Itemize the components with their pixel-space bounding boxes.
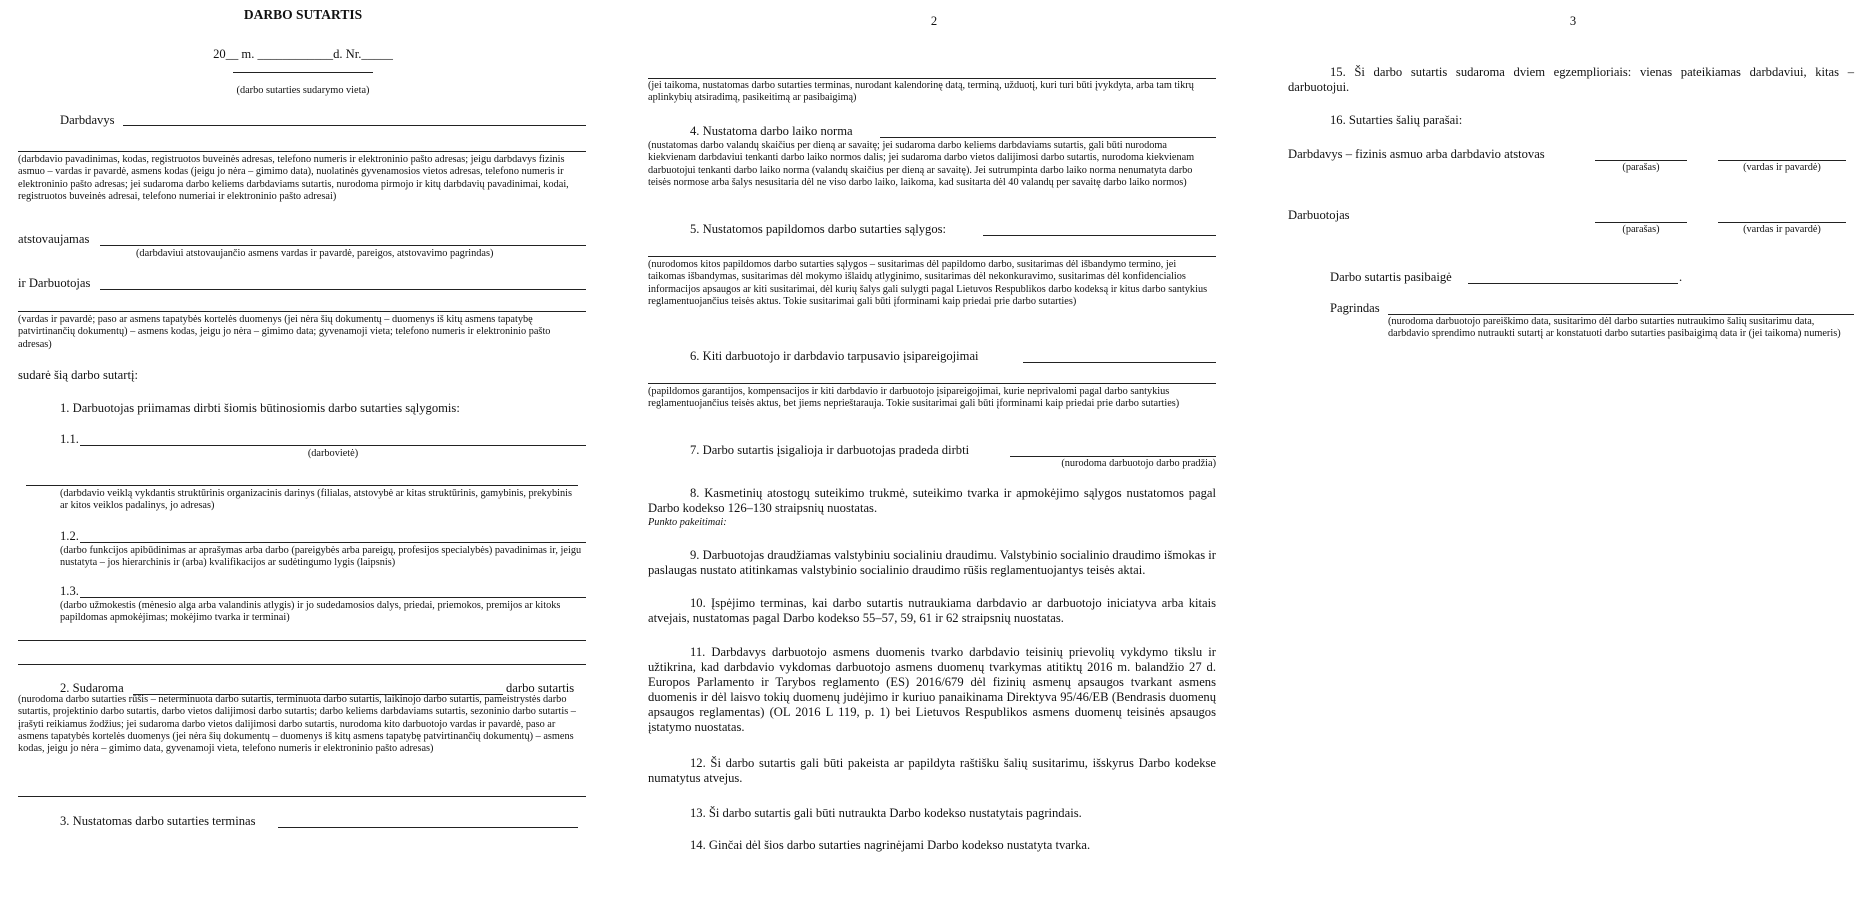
place-line [233, 72, 373, 73]
clause-1: 1. Darbuotojas priimamas dirbti šiomis būtinosiomis darbo sutarties sąlygomis: [60, 401, 460, 415]
basis-label: Pagrindas [1330, 301, 1380, 315]
clause-9: 9. Darbuotojas draudžiamas valstybiniu socialiniu draudimu. Valstybinio socialinio draudimo išmokas ir paslaugas nustato atitinkamas valstybinio socialinio draudimo rūšis reglamentuojantys teisės aktai. [648, 548, 1216, 577]
contract-date-line: 20__ m. ____________d. Nr._____ [213, 47, 393, 61]
blank-line-2 [18, 664, 586, 665]
employee-sign-label: Darbuotojas [1288, 208, 1350, 222]
blank-line-1 [18, 640, 586, 641]
clause-13: 13. Ši darbo sutartis gali būti nutraukta Darbo kodekso nustatytais pagrindais. [690, 806, 1082, 820]
clause-1-1: 1.1. [60, 432, 79, 446]
term-line-2 [648, 78, 1216, 79]
employer-label: Darbdavys [60, 113, 115, 127]
clause-2-suffix: darbo sutartis [506, 681, 575, 695]
clause-8: 8. Kasmetinių atostogų suteikimo trukmė, suteikimo tvarka ir apmokėjimo sąlygos nustatomos pagal Darbo kodekso 126–130 straipsnių nuostatas. [648, 486, 1216, 515]
employee-signature-caption: (parašas) [1622, 224, 1660, 235]
contract-title: DARBO SUTARTIS [243, 7, 363, 22]
clause-1-2: 1.2. [60, 529, 79, 543]
page-number-3: 3 [1569, 14, 1577, 28]
employer-line-1 [123, 125, 586, 126]
pay-caption: (darbo užmokestis (mėnesio alga arba valandinis atlygis) ir jo sudedamosios dalys, priedai, priemokos, premijos ar kitoks papildomas apmokėjimas; mokėjimo tvarka ir terminai) [60, 600, 561, 624]
represented-line [100, 245, 586, 246]
contract-page-1 [18, 0, 588, 900]
clause-1-3: 1.3. [60, 584, 79, 598]
clause-15: 15. Ši darbo sutartis sudaroma dviem egzemplioriais: vienas pateikiamas darbdaviui, kitas – darbuotojui. [1288, 65, 1854, 94]
employer-caption: (darbdavio pavadinimas, kodas, registruotos buveinės adresas, telefono numeris ir elektroninio pašto adresas; jeigu darbdavys fizinis asmuo – vardas ir pavardė, asmens kodas (jeigu jo nėra – gimimo data), nuolatinės gyvenamosios vietos adresas, telefono numeris ir elektroninio pašto adresas; jei sudaroma darbo keliems darbdaviams sutartis, nurodoma pirmojo ir kitų darbdavių pavadinimai, kodai, registruotos buveinės adresai, telefono numeriai ir elektroninio pašto adresai) [18, 154, 569, 202]
basis-line [1388, 314, 1854, 315]
ended-date-line [1468, 283, 1678, 284]
obligations-line-1 [1023, 362, 1216, 363]
ended-label: Darbo sutartis pasibaigė [1330, 270, 1452, 284]
employee-name-line [1718, 222, 1846, 223]
employer-name-line [1718, 160, 1846, 161]
clause-4: 4. Nustatoma darbo laiko norma [690, 124, 853, 138]
employee-signature-line [1595, 222, 1687, 223]
employee-caption: (vardas ir pavardė; paso ar asmens tapatybės kortelės duomenys (jei nėra šių dokumentų – duomenys iš kitų asmens tapatybę patvirtinančių dokumentų) – asmens kodas, jeigu jo nėra – gimimo data; gyvenamoji vieta; telefono numeris ir elektroninio pašto adresas) [18, 314, 551, 350]
work-time-line [880, 137, 1216, 138]
additional-terms-line-1 [983, 235, 1216, 236]
additional-terms-line-2 [648, 256, 1216, 257]
workplace-line [80, 445, 586, 446]
clause-5-caption: (nurodomos kitos papildomos darbo sutarties sąlygos – susitarimas dėl papildomo darbo, susitarimas dėl išbandymo termino, jei taikomas išbandymas, susitarimas dėl mokymo išlaidų atlyginimo, susitarimas dėl nekonkuravimo, susitarimas dėl konfidencialios informacijos apsaugos ar kiti susitarimai, dėl kurių šalys gali sulygti pagal Lietuvos Respublikos darbo kodeksą ir kitus darbo santykius reglamentuojančius teisės aktus. Tokie susitarimai gali būti įforminami kaip priedai prie darbo sutarties) [648, 259, 1208, 307]
term-line [278, 827, 578, 828]
place-caption: (darbo sutarties sudarymo vieta) [236, 85, 370, 96]
clause-10: 10. Įspėjimo terminas, kai darbo sutartis nutraukiama darbdavio ar darbuotojo iniciatyva arba kitais atvejais, nustatomas pagal Darbo kodekso 55–57, 59, 61 ir 62 straipsnių nuostatas. [648, 596, 1216, 625]
functions-caption: (darbo funkcijos apibūdinimas ar aprašymas arba darbo (pareigybės arba pareigų, profesijos specialybės) pavadinimas ir, jeigu nustatyta – jos hierarchinis ir (arba) kvalifikacijos ar sudėtingumo lygis (laipsnis) [60, 545, 582, 569]
concluded-text: sudarė šią darbo sutartį: [18, 368, 138, 382]
employee-label: ir Darbuotojas [18, 276, 91, 290]
clause-7-caption: (nurodoma darbuotojo darbo pradžia) [1061, 458, 1216, 469]
clause-6: 6. Kiti darbuotojo ir darbdavio tarpusavio įsipareigojimai [690, 349, 979, 363]
clause-12: 12. Ši darbo sutartis gali būti pakeista ar papildyta raštišku šalių susitarimu, išskyrus Darbo kodekse numatytus atvejus. [648, 756, 1216, 785]
clause-8-note: Punkto pakeitimai: [648, 517, 727, 528]
clause-3: 3. Nustatomas darbo sutarties terminas [60, 814, 256, 828]
employer-name-caption: (vardas ir pavardė) [1743, 162, 1821, 173]
workplace-caption: (darbovietė) [307, 448, 359, 459]
clause-4-caption: (nustatomas darbo valandų skaičius per dieną ar savaitę; jei sudaroma darbo keliems darbdaviams sutartis, gali būti nurodoma kiekvienam darbdaviui tenkanti darbo laiko normos dalis; jei sudaroma darbo vietos dalijimosi darbo sutartis, nurodoma kiekvienam darbuotojui tenkanti darbo laiko norma (valandų skaičius per dieną ar savaitę). Jei sutrumpinta darbo laiko norma nenumatyta darbo teisės normose arba šalys nesusitaria dėl ne viso darbo laiko, laikoma, kad susitarta dėl 40 valandų per savaitę darbo laiko normos) [648, 140, 1195, 188]
contract-page-2 [648, 0, 1220, 900]
blank-line-3 [18, 796, 586, 797]
employer-signature-line [1595, 160, 1687, 161]
employee-name-caption: (vardas ir pavardė) [1743, 224, 1821, 235]
unit-line [26, 485, 578, 486]
ended-period: . [1679, 270, 1683, 284]
clause-16: 16. Sutarties šalių parašai: [1330, 113, 1463, 127]
obligations-line-2 [648, 383, 1216, 384]
employer-signature-caption: (parašas) [1622, 162, 1660, 173]
unit-caption: (darbdavio veiklą vykdantis struktūrinis organizacinis darinys (filialas, atstovybė ar kitas struktūrinis, gamybinis, prekybinis ar kitos veiklos padalinys, jo adresas) [60, 488, 572, 512]
clause-7: 7. Darbo sutartis įsigalioja ir darbuotojas pradeda dirbti [690, 443, 970, 457]
pay-line [80, 597, 586, 598]
employer-line-2 [18, 151, 586, 152]
page-number-2: 2 [930, 14, 938, 28]
employer-sign-label: Darbdavys – fizinis asmuo arba darbdavio atstovas [1288, 147, 1545, 161]
start-date-line [1010, 456, 1216, 457]
basis-caption: (nurodoma darbuotojo pareiškimo data, susitarimo dėl darbo sutarties nutraukimo šalių susitarimu data, darbdavio sprendimo nutraukti sutartį ar konstatuoti darbo sutarties pasibaigimą data ir (jei taikoma) numeris) [1388, 316, 1841, 340]
term-caption: (jei taikoma, nustatomas darbo sutarties terminas, nurodant kalendorinę datą, terminą, užduotį, kuri turi būti įvykdyta, arba tam tikrų aplinkybių atsiradimą, pasikeitimą ar pasibaigimą) [648, 80, 1194, 104]
employee-line-2 [18, 311, 586, 312]
clause-5: 5. Nustatomos papildomos darbo sutarties sąlygos: [690, 222, 947, 236]
clause-14: 14. Ginčai dėl šios darbo sutarties nagrinėjami Darbo kodekso nustatyta tvarka. [690, 838, 1091, 852]
clause-6-caption: (papildomos garantijos, kompensacijos ir kiti darbdavio ir darbuotojo įsipareigojimai, kurie neprivalomi pagal darbo santykius reglamentuojančius teisės aktus, bet jiems neprieštarauja. Tokie susitarimai gali būti įforminami kaip priedai prie darbo sutarties) [648, 386, 1180, 410]
functions-line [80, 542, 586, 543]
employee-line-1 [100, 289, 586, 290]
represented-label: atstovaujamas [18, 232, 90, 246]
clause-11: 11. Darbdavys darbuotojo asmens duomenis tvarko darbdavio teisinių prievolių vykdymo tikslu ir užtikrina, kad darbdavio vykdomas darbuotojo asmens duomenų tvarkymas atitiktų 2016 m. balandžio 27 d. Europos Parlamento ir Tarybos reglamento (ES) 2016/679 dėl fizinių asmenų apsaugos tvarkant asmens duomenis ir dėl laisvo tokių duomenų judėjimo ir kuriuo panaikinama Direktyva 95/46/EB (Bendrasis duomenų apsaugos reglamentas) (OL 2016 L 119, p. 1) bei Lietuvos Respublikos asmens duomenų teisinės apsaugos įstatymo nuostatas. [648, 645, 1216, 734]
clause-2-label: 2. Sudaroma [60, 681, 124, 695]
represented-caption: (darbdaviui atstovaujančio asmens vardas ir pavardė, pareigos, atstovavimo pagrindas) [136, 248, 494, 259]
clause-2-caption: (nurodoma darbo sutarties rūšis – neterminuota darbo sutartis, terminuota darbo sutartis, laikinojo darbo sutartis, pameistrystės darbo sutartis, projektinio darbo sutartis, darbo vietos dalijimosi darbo sutartis; darbo keliems darbdaviams sutartis, sezoninio darbo sutartis – įrašyti reikiamus žodžius; jei sudaroma darbo vietos dalijimosi darbo sutartis, nurodoma kito darbuotojo vardas ir pavardė, paso ar asmens tapatybės kortelės duomenys (jei nėra šių dokumentų – duomenys iš kitų asmens tapatybę patvirtinančių dokumentų) – asmens kodas, jeigu jo nėra – gimimo data, gyvenamoji vieta, telefono numeris ir elektroninio pašto adresas) [18, 694, 576, 755]
contract-page-3 [1288, 0, 1858, 900]
